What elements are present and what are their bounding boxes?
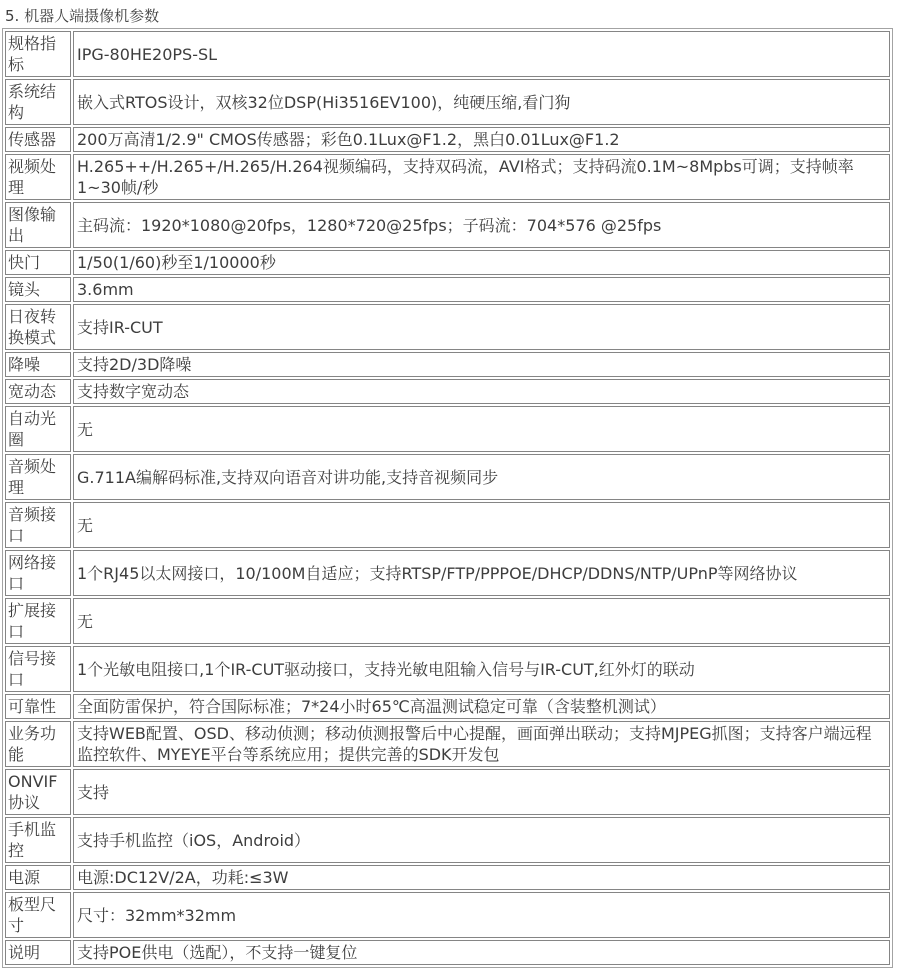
- table-row: [5, 454, 890, 500]
- spec-value-cell: 嵌入式RTOS设计，双核32位DSP(Hi3516EV100)，纯硬压缩,看门狗: [73, 79, 890, 125]
- table-row: [5, 31, 890, 77]
- table-row: [5, 406, 890, 452]
- spec-value-cell: 支持手机监控（iOS，Android）: [73, 817, 890, 863]
- spec-value-cell: 无: [73, 502, 890, 548]
- table-row: [5, 694, 890, 719]
- spec-label-cell: 说明: [5, 940, 71, 965]
- spec-label-cell: 音频处理: [5, 454, 71, 500]
- spec-value-cell: 尺寸：32mm*32mm: [73, 892, 890, 938]
- spec-label-cell: 镜头: [5, 277, 71, 302]
- table-row: [5, 940, 890, 965]
- spec-label-cell: 板型尺寸: [5, 892, 71, 938]
- spec-value-cell: 支持2D/3D降噪: [73, 352, 890, 377]
- page-title: 5. 机器人端摄像机参数: [5, 7, 160, 25]
- camera-spec-table: [2, 28, 893, 968]
- spec-label-cell: 手机监控: [5, 817, 71, 863]
- spec-value-cell: 1个光敏电阻接口,1个IR-CUT驱动接口，支持光敏电阻输入信号与IR-CUT,红外灯的联动: [73, 646, 890, 692]
- spec-value-cell: G.711A编解码标准,支持双向语音对讲功能,支持音视频同步: [73, 454, 890, 500]
- spec-label-cell: 图像输出: [5, 202, 71, 248]
- spec-value-cell: 1/50(1/60)秒至1/10000秒: [73, 250, 890, 275]
- spec-value-cell: IPG-80HE20PS-SL: [73, 31, 890, 77]
- spec-label-cell: 扩展接口: [5, 598, 71, 644]
- spec-value-cell: 支持WEB配置、OSD、移动侦测；移动侦测报警后中心提醒，画面弹出联动；支持MJPEG抓图；支持客户端远程监控软件、MYEYE平台等系统应用；提供完善的SDK开发包: [73, 721, 890, 767]
- spec-label-cell: 可靠性: [5, 694, 71, 719]
- spec-value-cell: 全面防雷保护，符合国际标准；7*24小时65℃高温测试稳定可靠（含装整机测试）: [73, 694, 890, 719]
- table-row: [5, 646, 890, 692]
- table-row: [5, 865, 890, 890]
- spec-value-cell: 无: [73, 598, 890, 644]
- spec-label-cell: 自动光圈: [5, 406, 71, 452]
- table-row: [5, 304, 890, 350]
- table-row: [5, 127, 890, 152]
- spec-label-cell: 快门: [5, 250, 71, 275]
- table-row: [5, 769, 890, 815]
- spec-label-cell: 音频接口: [5, 502, 71, 548]
- table-row: [5, 202, 890, 248]
- spec-label-cell: 信号接口: [5, 646, 71, 692]
- spec-value-cell: 3.6mm: [73, 277, 890, 302]
- spec-label-cell: 传感器: [5, 127, 71, 152]
- table-row: [5, 598, 890, 644]
- table-row: [5, 379, 890, 404]
- spec-value-cell: H.265++/H.265+/H.265/H.264视频编码，支持双码流，AVI格式；支持码流0.1M~8Mpbs可调；支持帧率1~30帧/秒: [73, 154, 890, 200]
- table-row: [5, 817, 890, 863]
- spec-value-cell: 支持POE供电（选配），不支持一键复位: [73, 940, 890, 965]
- spec-page: [0, 7, 899, 962]
- spec-value-cell: 主码流：1920*1080@20fps，1280*720@25fps；子码流：704*576 @25fps: [73, 202, 890, 248]
- spec-label-cell: 系统结构: [5, 79, 71, 125]
- table-row: [5, 502, 890, 548]
- spec-label-cell: 宽动态: [5, 379, 71, 404]
- spec-label-cell: 规格指标: [5, 31, 71, 77]
- spec-label-cell: ONVIF协议: [5, 769, 71, 815]
- spec-label-cell: 电源: [5, 865, 71, 890]
- spec-label-cell: 视频处理: [5, 154, 71, 200]
- spec-label-cell: 网络接口: [5, 550, 71, 596]
- table-row: [5, 79, 890, 125]
- spec-table-body: [5, 31, 890, 965]
- spec-value-cell: 支持IR-CUT: [73, 304, 890, 350]
- spec-value-cell: 200万高清1/2.9" CMOS传感器；彩色0.1Lux@F1.2，黑白0.01Lux@F1.2: [73, 127, 890, 152]
- table-row: [5, 154, 890, 200]
- spec-label-cell: 日夜转换模式: [5, 304, 71, 350]
- spec-value-cell: 1个RJ45以太网接口，10/100M自适应；支持RTSP/FTP/PPPOE/DHCP/DDNS/NTP/UPnP等网络协议: [73, 550, 890, 596]
- table-row: [5, 892, 890, 938]
- table-row: [5, 550, 890, 596]
- table-row: [5, 721, 890, 767]
- spec-label-cell: 业务功能: [5, 721, 71, 767]
- spec-label-cell: 降噪: [5, 352, 71, 377]
- table-row: [5, 250, 890, 275]
- spec-value-cell: 支持数字宽动态: [73, 379, 890, 404]
- table-row: [5, 352, 890, 377]
- spec-value-cell: 电源:DC12V/2A，功耗:≤3W: [73, 865, 890, 890]
- spec-value-cell: 支持: [73, 769, 890, 815]
- table-row: [5, 277, 890, 302]
- spec-value-cell: 无: [73, 406, 890, 452]
